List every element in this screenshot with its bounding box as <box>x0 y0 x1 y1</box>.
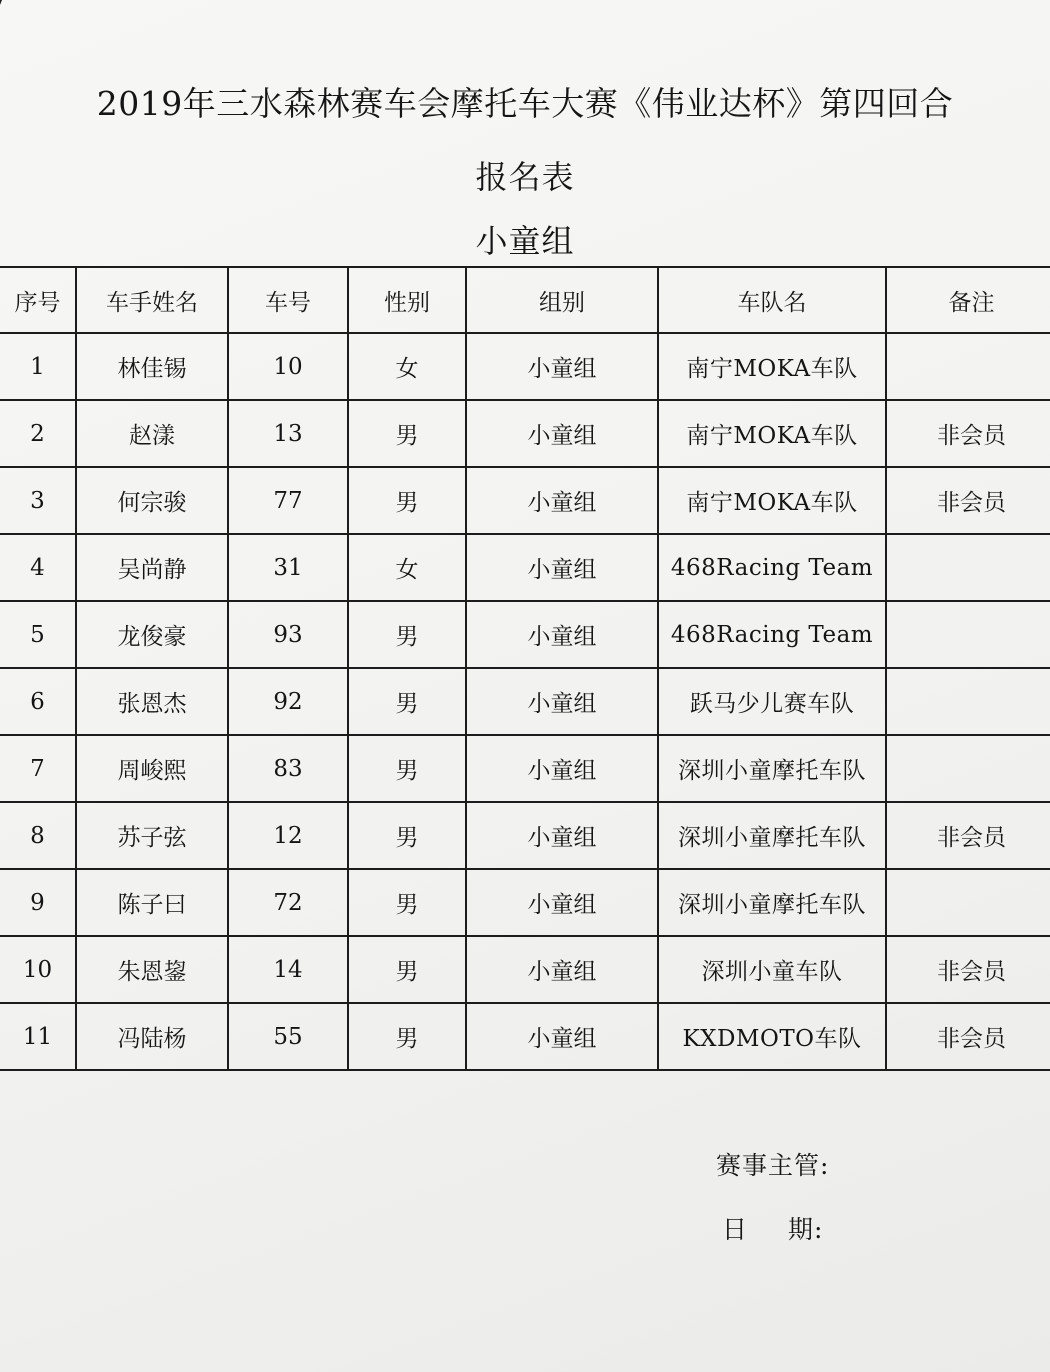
cell-gender: 男 <box>348 936 466 1003</box>
cell-bike-number: 13 <box>228 400 348 467</box>
cell-bike-number: 31 <box>228 534 348 601</box>
date-label <box>722 1210 823 1246</box>
cell-team: 468Racing Team <box>658 601 886 668</box>
corner-mark <box>0 0 22 70</box>
header-gender: 性别 <box>348 267 466 333</box>
cell-team: 南宁MOKA车队 <box>658 467 886 534</box>
date-label-part-2: 期: <box>788 1215 824 1244</box>
cell-remarks <box>886 668 1050 735</box>
cell-rider-name: 冯陆杨 <box>76 1003 228 1070</box>
table-row <box>0 333 1050 400</box>
table-row <box>0 467 1050 534</box>
document-title: 2019年三水森林赛车会摩托车大赛《伟业达杯》第四回合 <box>96 84 954 123</box>
table-row <box>0 601 1050 668</box>
document-subtitle: 报名表 <box>475 158 575 196</box>
header-remarks: 备注 <box>886 267 1050 333</box>
cell-gender: 女 <box>348 534 466 601</box>
cell-group: 小童组 <box>466 534 658 601</box>
cell-gender: 男 <box>348 1003 466 1070</box>
cell-team: 深圳小童摩托车队 <box>658 869 886 936</box>
cell-team: 深圳小童摩托车队 <box>658 802 886 869</box>
cell-gender: 男 <box>348 467 466 534</box>
cell-group: 小童组 <box>466 467 658 534</box>
cell-remarks <box>886 333 1050 400</box>
cell-seq: 4 <box>0 534 76 601</box>
header-team: 车队名 <box>658 267 886 333</box>
cell-group: 小童组 <box>466 735 658 802</box>
cell-team: 南宁MOKA车队 <box>658 400 886 467</box>
cell-gender: 男 <box>348 802 466 869</box>
cell-bike-number: 10 <box>228 333 348 400</box>
cell-remarks: 非会员 <box>886 802 1050 869</box>
cell-gender: 男 <box>348 735 466 802</box>
cell-seq: 1 <box>0 333 76 400</box>
cell-team: 468Racing Team <box>658 534 886 601</box>
cell-remarks: 非会员 <box>886 936 1050 1003</box>
cell-bike-number: 83 <box>228 735 348 802</box>
cell-team: 深圳小童摩托车队 <box>658 735 886 802</box>
table-header-row <box>0 267 1050 333</box>
cell-gender: 男 <box>348 400 466 467</box>
cell-remarks: 非会员 <box>886 400 1050 467</box>
cell-rider-name: 赵漾 <box>76 400 228 467</box>
cell-bike-number: 14 <box>228 936 348 1003</box>
cell-gender: 男 <box>348 601 466 668</box>
cell-seq: 11 <box>0 1003 76 1070</box>
cell-seq: 2 <box>0 400 76 467</box>
table-row <box>0 936 1050 1003</box>
cell-bike-number: 77 <box>228 467 348 534</box>
cell-bike-number: 72 <box>228 869 348 936</box>
group-title: 小童组 <box>475 222 575 260</box>
cell-rider-name: 周峻熙 <box>76 735 228 802</box>
cell-remarks <box>886 601 1050 668</box>
cell-remarks <box>886 534 1050 601</box>
cell-group: 小童组 <box>466 668 658 735</box>
cell-rider-name: 吴尚静 <box>76 534 228 601</box>
cell-team: 跃马少儿赛车队 <box>658 668 886 735</box>
cell-remarks <box>886 869 1050 936</box>
header-seq: 序号 <box>0 267 76 333</box>
event-supervisor-label: 赛事主管: <box>716 1151 830 1180</box>
cell-remarks: 非会员 <box>886 1003 1050 1070</box>
cell-rider-name: 张恩杰 <box>76 668 228 735</box>
cell-group: 小童组 <box>466 400 658 467</box>
cell-gender: 男 <box>348 869 466 936</box>
header-rider-name: 车手姓名 <box>76 267 228 333</box>
cell-group: 小童组 <box>466 936 658 1003</box>
cell-team: 南宁MOKA车队 <box>658 333 886 400</box>
cell-bike-number: 12 <box>228 802 348 869</box>
table-row <box>0 802 1050 869</box>
cell-seq: 10 <box>0 936 76 1003</box>
cell-seq: 3 <box>0 467 76 534</box>
cell-bike-number: 93 <box>228 601 348 668</box>
cell-team: KXDMOTO车队 <box>658 1003 886 1070</box>
cell-gender: 男 <box>348 668 466 735</box>
cell-remarks: 非会员 <box>886 467 1050 534</box>
cell-team: 深圳小童车队 <box>658 936 886 1003</box>
header-group: 组别 <box>466 267 658 333</box>
table-row <box>0 735 1050 802</box>
cell-seq: 6 <box>0 668 76 735</box>
cell-rider-name: 龙俊豪 <box>76 601 228 668</box>
table-row <box>0 400 1050 467</box>
table-row <box>0 534 1050 601</box>
cell-rider-name: 朱恩鋆 <box>76 936 228 1003</box>
table-row <box>0 1003 1050 1070</box>
registration-table <box>0 266 1050 1071</box>
cell-rider-name: 林佳锡 <box>76 333 228 400</box>
cell-rider-name: 何宗骏 <box>76 467 228 534</box>
cell-group: 小童组 <box>466 802 658 869</box>
cell-group: 小童组 <box>466 1003 658 1070</box>
cell-group: 小童组 <box>466 333 658 400</box>
table-row <box>0 668 1050 735</box>
cell-bike-number: 55 <box>228 1003 348 1070</box>
table-row <box>0 869 1050 936</box>
cell-rider-name: 苏子弦 <box>76 802 228 869</box>
cell-remarks <box>886 735 1050 802</box>
header-bike-number: 车号 <box>228 267 348 333</box>
cell-seq: 7 <box>0 735 76 802</box>
cell-gender: 女 <box>348 333 466 400</box>
date-label-part-1: 日 <box>722 1215 749 1244</box>
cell-seq: 9 <box>0 869 76 936</box>
cell-bike-number: 92 <box>228 668 348 735</box>
cell-group: 小童组 <box>466 869 658 936</box>
cell-seq: 8 <box>0 802 76 869</box>
cell-group: 小童组 <box>466 601 658 668</box>
cell-rider-name: 陈子曰 <box>76 869 228 936</box>
cell-seq: 5 <box>0 601 76 668</box>
